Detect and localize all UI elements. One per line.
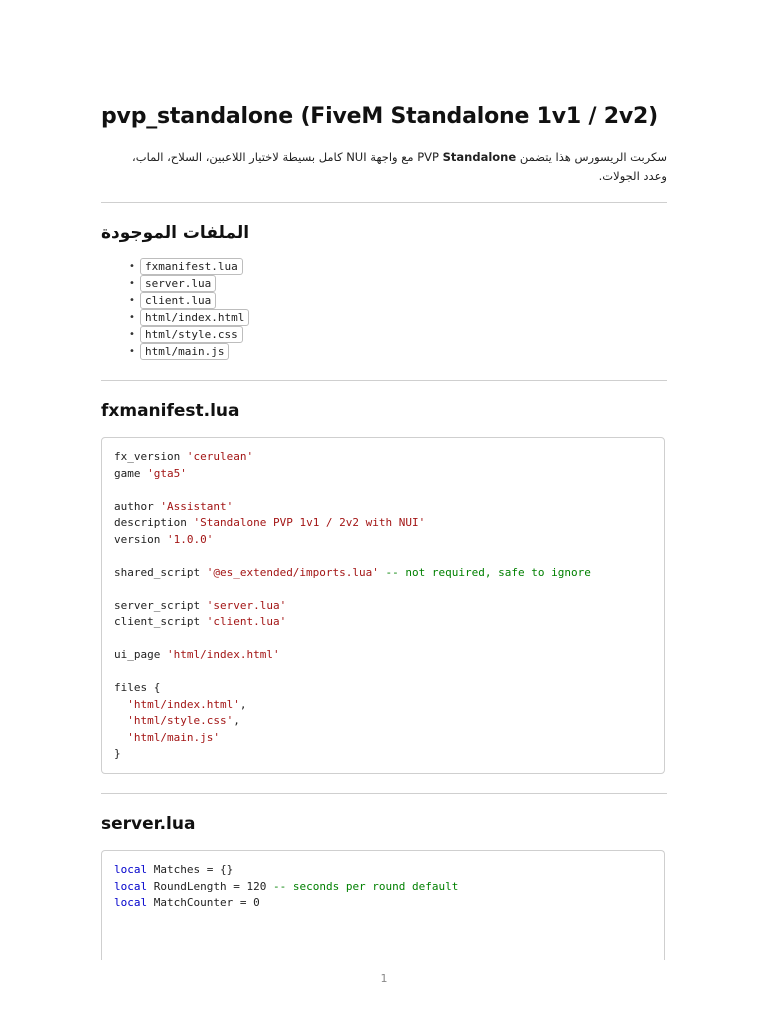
code-token: -- seconds per round default (272, 879, 459, 893)
page-number: 1 (380, 972, 388, 985)
intro-bold-term: Standalone (442, 150, 517, 164)
intro-text-end: مع واجهة NUI كامل بسيطة لاختيار اللاعبين، السلاح، الماب، (132, 150, 414, 164)
list-item: • html/index.html (129, 309, 249, 326)
code-token: server_script (114, 598, 207, 612)
list-item: • server.lua (129, 275, 249, 292)
code-token: 'cerulean' (186, 450, 254, 463)
intro-text-start: سكربت الريسورس هذا يتضمن PVP (417, 150, 667, 164)
code-token: , (233, 714, 240, 727)
code-token: RoundLength = 120 (147, 879, 273, 893)
fxmanifest-heading: fxmanifest.lua (101, 401, 240, 421)
list-item: • html/style.css (129, 326, 249, 343)
code-token: -- not required, safe to ignore (378, 565, 591, 579)
code-token: fx_version (114, 450, 187, 463)
code-token: 'gta5' (147, 466, 187, 480)
list-item: • html/main.js (129, 343, 249, 360)
code-token: '1.0.0' (166, 532, 214, 546)
divider (101, 793, 667, 794)
code-token: 'html/style.css' (127, 714, 234, 727)
code-token: , (239, 697, 247, 711)
code-token: 'html/main.js' (127, 730, 220, 744)
file-chip: html/index.html (140, 309, 249, 326)
code-token: local (114, 879, 148, 893)
divider (101, 202, 667, 203)
divider (101, 380, 667, 381)
code-token: 'Assistant' (160, 499, 234, 513)
code-token: 'html/index.html' (166, 648, 280, 661)
file-chip: server.lua (140, 275, 216, 292)
intro-paragraph (101, 148, 667, 186)
file-chip: html/style.css (140, 326, 243, 343)
code-token: version (114, 532, 167, 546)
code-token: game (114, 466, 148, 480)
code-token: local (114, 863, 148, 876)
code-token: 'server.lua' (206, 598, 287, 612)
code-token: 'html/index.html' (127, 697, 240, 711)
code-token: MatchCounter = 0 (147, 896, 260, 909)
code-token (114, 714, 127, 727)
code-token: ui_page (114, 648, 167, 661)
page-title: pvp_standalone (FiveM Standalone 1v1 / 2v2) (101, 104, 658, 129)
code-token: } (114, 747, 121, 760)
code-token: files { (114, 681, 161, 694)
code-token (114, 731, 127, 744)
code-token: description (114, 516, 194, 529)
code-token: client_script (114, 615, 207, 628)
code-token: author (114, 499, 161, 513)
code-token: shared_script (114, 565, 207, 579)
file-chip: client.lua (140, 292, 216, 309)
code-token: 'client.lua' (206, 615, 287, 628)
file-chip: fxmanifest.lua (140, 258, 243, 275)
file-chip: html/main.js (140, 343, 229, 360)
file-list (129, 258, 249, 360)
server-heading: server.lua (101, 814, 196, 834)
code-token (114, 698, 127, 711)
code-token: Matches = {} (147, 863, 234, 876)
code-token: local (114, 896, 148, 909)
files-heading: الملفات الموجودة (101, 223, 250, 243)
fxmanifest-code-block (101, 437, 665, 774)
list-item: • client.lua (129, 292, 249, 309)
code-token: 'Standalone PVP 1v1 / 2v2 with NUI' (193, 516, 426, 529)
list-item: • fxmanifest.lua (129, 258, 249, 275)
server-code-block (101, 850, 665, 960)
code-token: '@es_extended/imports.lua' (206, 565, 379, 579)
intro-text-line2: وعدد الجولات. (598, 169, 667, 183)
